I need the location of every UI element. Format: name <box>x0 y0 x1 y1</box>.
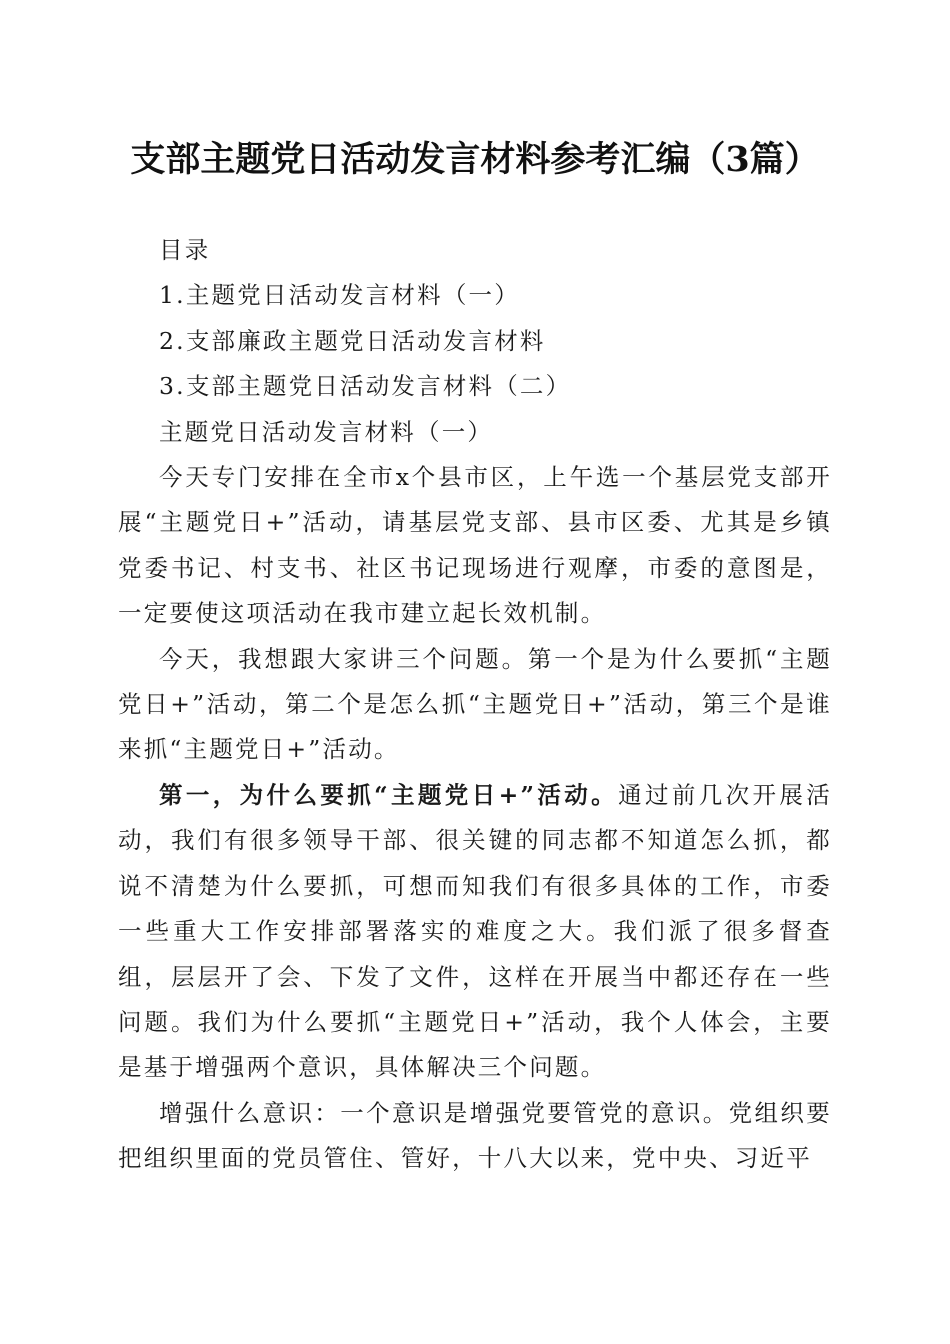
paragraph-3-lead: 第一，为什么要抓“主题党日+”活动。 <box>159 780 619 809</box>
paragraph-3-text: 通过前几次开展活动，我们有很多领导干部、很关键的同志都不知道怎么抓，都说不清楚为什么要抓，可想而知我们有很多具体的工作，市委一些重大工作安排部署落实的难度之大。我们派了很多督查组，层层开了会、下发了文件，这样在开展当中都还存在一些问题。我们为什么要抓“主题党日+”活动，我个人体会，主要是基于增强两个意识，具体解决三个问题。 <box>118 780 832 1082</box>
toc-item-1: 1.主题党日活动发言材料（一） <box>159 281 520 310</box>
paragraph-2-text: 今天，我想跟大家讲三个问题。第一个是为什么要抓“主题党日+”活动，第二个是怎么抓“主题党日+”活动，第三个是谁来抓“主题党日+”活动。 <box>118 644 832 764</box>
paragraph-1 <box>118 455 832 637</box>
section-title: 主题党日活动发言材料（一） <box>159 417 494 446</box>
toc-heading: 目录 <box>159 236 211 264</box>
toc-item-3: 3.支部主题党日活动发言材料（二） <box>159 372 572 401</box>
paragraph-4-text: 增强什么意识：一个意识是增强党要管党的意识。党组织要把组织里面的党员管住、管好，十八大以来，党中央、习近平 <box>118 1098 832 1173</box>
toc-item-2: 2.支部廉政主题党日活动发言材料 <box>159 326 546 355</box>
paragraph-1-text: 今天专门安排在全市x个县市区，上午选一个基层党支部开展“主题党日+”活动，请基层党支部、县市区委、尤其是乡镇党委书记、村支书、社区书记现场进行观摩，市委的意图是，一定要使这项活动在我市建立起长效机制。 <box>118 463 832 628</box>
document-title: 支部主题党日活动发言材料参考汇编（3篇） <box>130 139 820 180</box>
paragraph-4 <box>118 1091 832 1182</box>
paragraph-3 <box>118 773 832 1091</box>
paragraph-2 <box>118 637 832 773</box>
document-body <box>118 228 832 1182</box>
